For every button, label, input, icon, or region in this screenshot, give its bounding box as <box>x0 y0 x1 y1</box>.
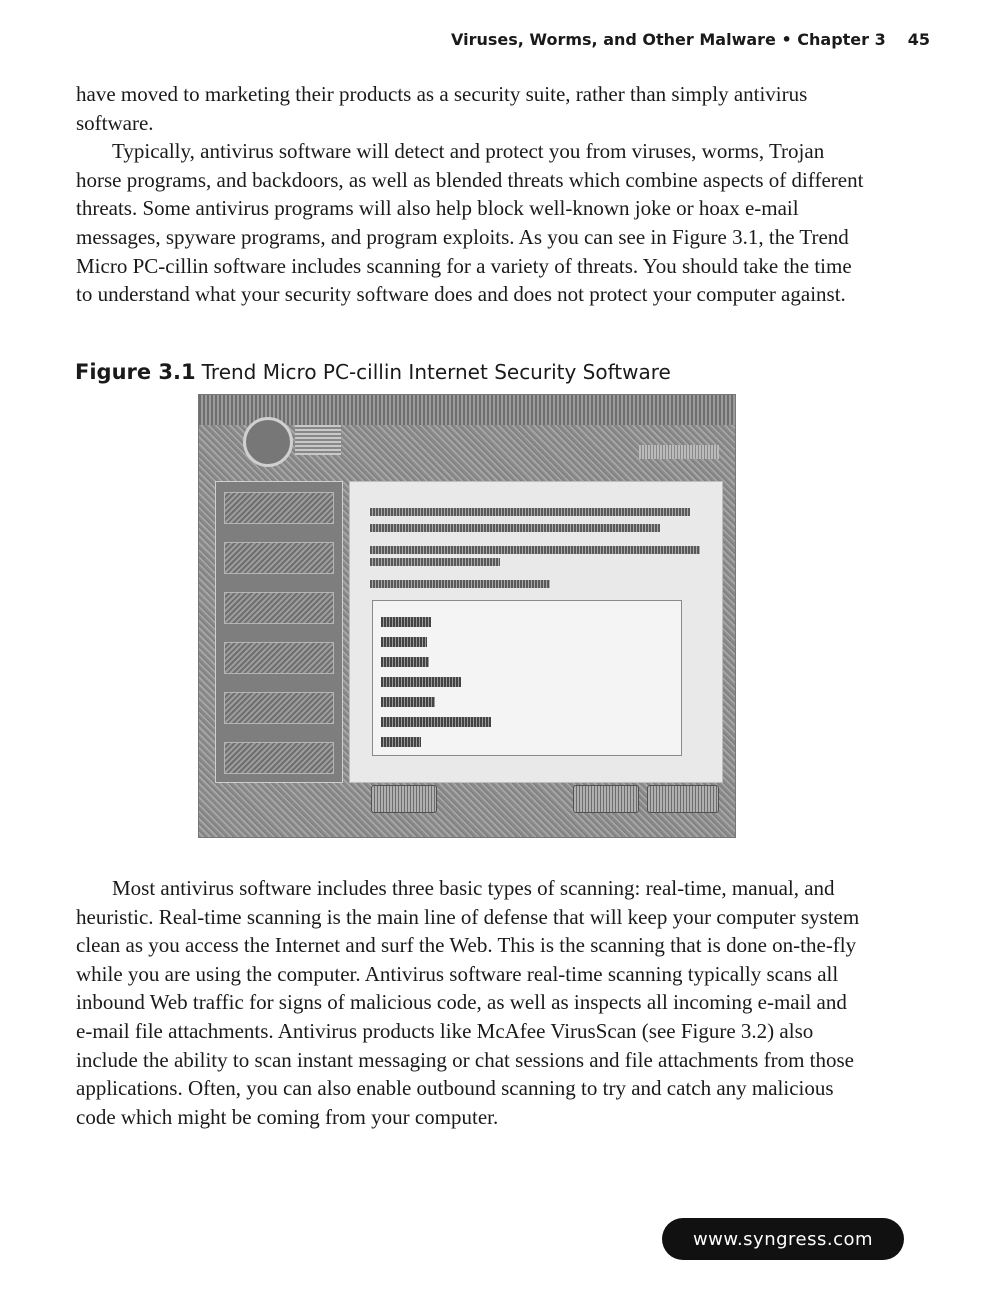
figure-number: Figure 3.1 <box>75 360 196 384</box>
figure-main-panel <box>349 481 723 783</box>
figure-button <box>647 785 719 813</box>
figure-sidebar-item <box>224 542 334 574</box>
figure-sidebar <box>215 481 343 783</box>
figure-list-item <box>381 697 435 707</box>
figure-text-line <box>370 546 700 554</box>
running-head <box>0 30 930 56</box>
body-text-bottom <box>76 874 866 1131</box>
app-logo-icon <box>243 417 293 467</box>
figure-text-line <box>370 524 660 532</box>
publisher-url-badge: www.syngress.com <box>662 1218 904 1260</box>
figure-sidebar-item <box>224 642 334 674</box>
figure-caption <box>75 360 855 384</box>
figure-button <box>371 785 437 813</box>
body-text-top <box>76 80 866 309</box>
figure-title: Trend Micro PC-cillin Internet Security Software <box>201 360 671 384</box>
figure-list-item <box>381 717 491 727</box>
paragraph: Typically, antivirus software will detect and protect you from viruses, worms, Trojan horse programs, and backdoors, as well as blended threats which combine aspects of different threats. Some antivirus programs will also help block well-known joke or hoax e-mail messages, spyware programs, and program exploits. As you can see in Figure 3.1, the Trend Micro PC-cillin software includes scanning for a variety of threats. You should take the time to understand what your security software does and does not protect your computer against. <box>76 139 864 307</box>
figure-list-item <box>381 617 431 627</box>
figure-sidebar-item <box>224 742 334 774</box>
page-number: 45 <box>907 30 930 49</box>
figure-screenshot <box>198 394 736 838</box>
figure-sidebar-item <box>224 692 334 724</box>
paragraph: Most antivirus software includes three basic types of scanning: real-time, manual, and heuristic. Real-time scanning is the main line of defense that will keep your computer system clean as you access the Internet and surf the Web. This is the scanning that is done on-the-fly while you are using the computer. Antivirus software real-time scanning typically scans all inbound Web traffic for signs of malicious code, as well as inspects all incoming e-mail and e-mail file attachments. Antivirus products like McAfee VirusScan (see Figure 3.2) also include the ability to scan instant messaging or chat sessions and file attachments from those applications. Often, you can also enable outbound scanning to try and catch any malicious code which might be coming from your computer. <box>76 876 860 1129</box>
figure-button <box>573 785 639 813</box>
figure-text-line <box>370 558 500 566</box>
figure-sidebar-item <box>224 492 334 524</box>
figure-text-line <box>370 580 550 588</box>
figure-list-item <box>381 657 429 667</box>
figure-list-item <box>381 737 421 747</box>
figure-text-line <box>370 508 690 516</box>
paragraph: have moved to marketing their products as a security suite, rather than simply antivirus software. <box>76 82 808 135</box>
figure-list-item <box>381 637 427 647</box>
figure-top-control <box>639 445 719 459</box>
figure-list-item <box>381 677 461 687</box>
app-logo-wordmark <box>295 425 341 455</box>
chapter-title: Viruses, Worms, and Other Malware • Chapter 3 <box>450 30 886 49</box>
figure-sidebar-item <box>224 592 334 624</box>
figure-threat-list <box>372 600 682 756</box>
